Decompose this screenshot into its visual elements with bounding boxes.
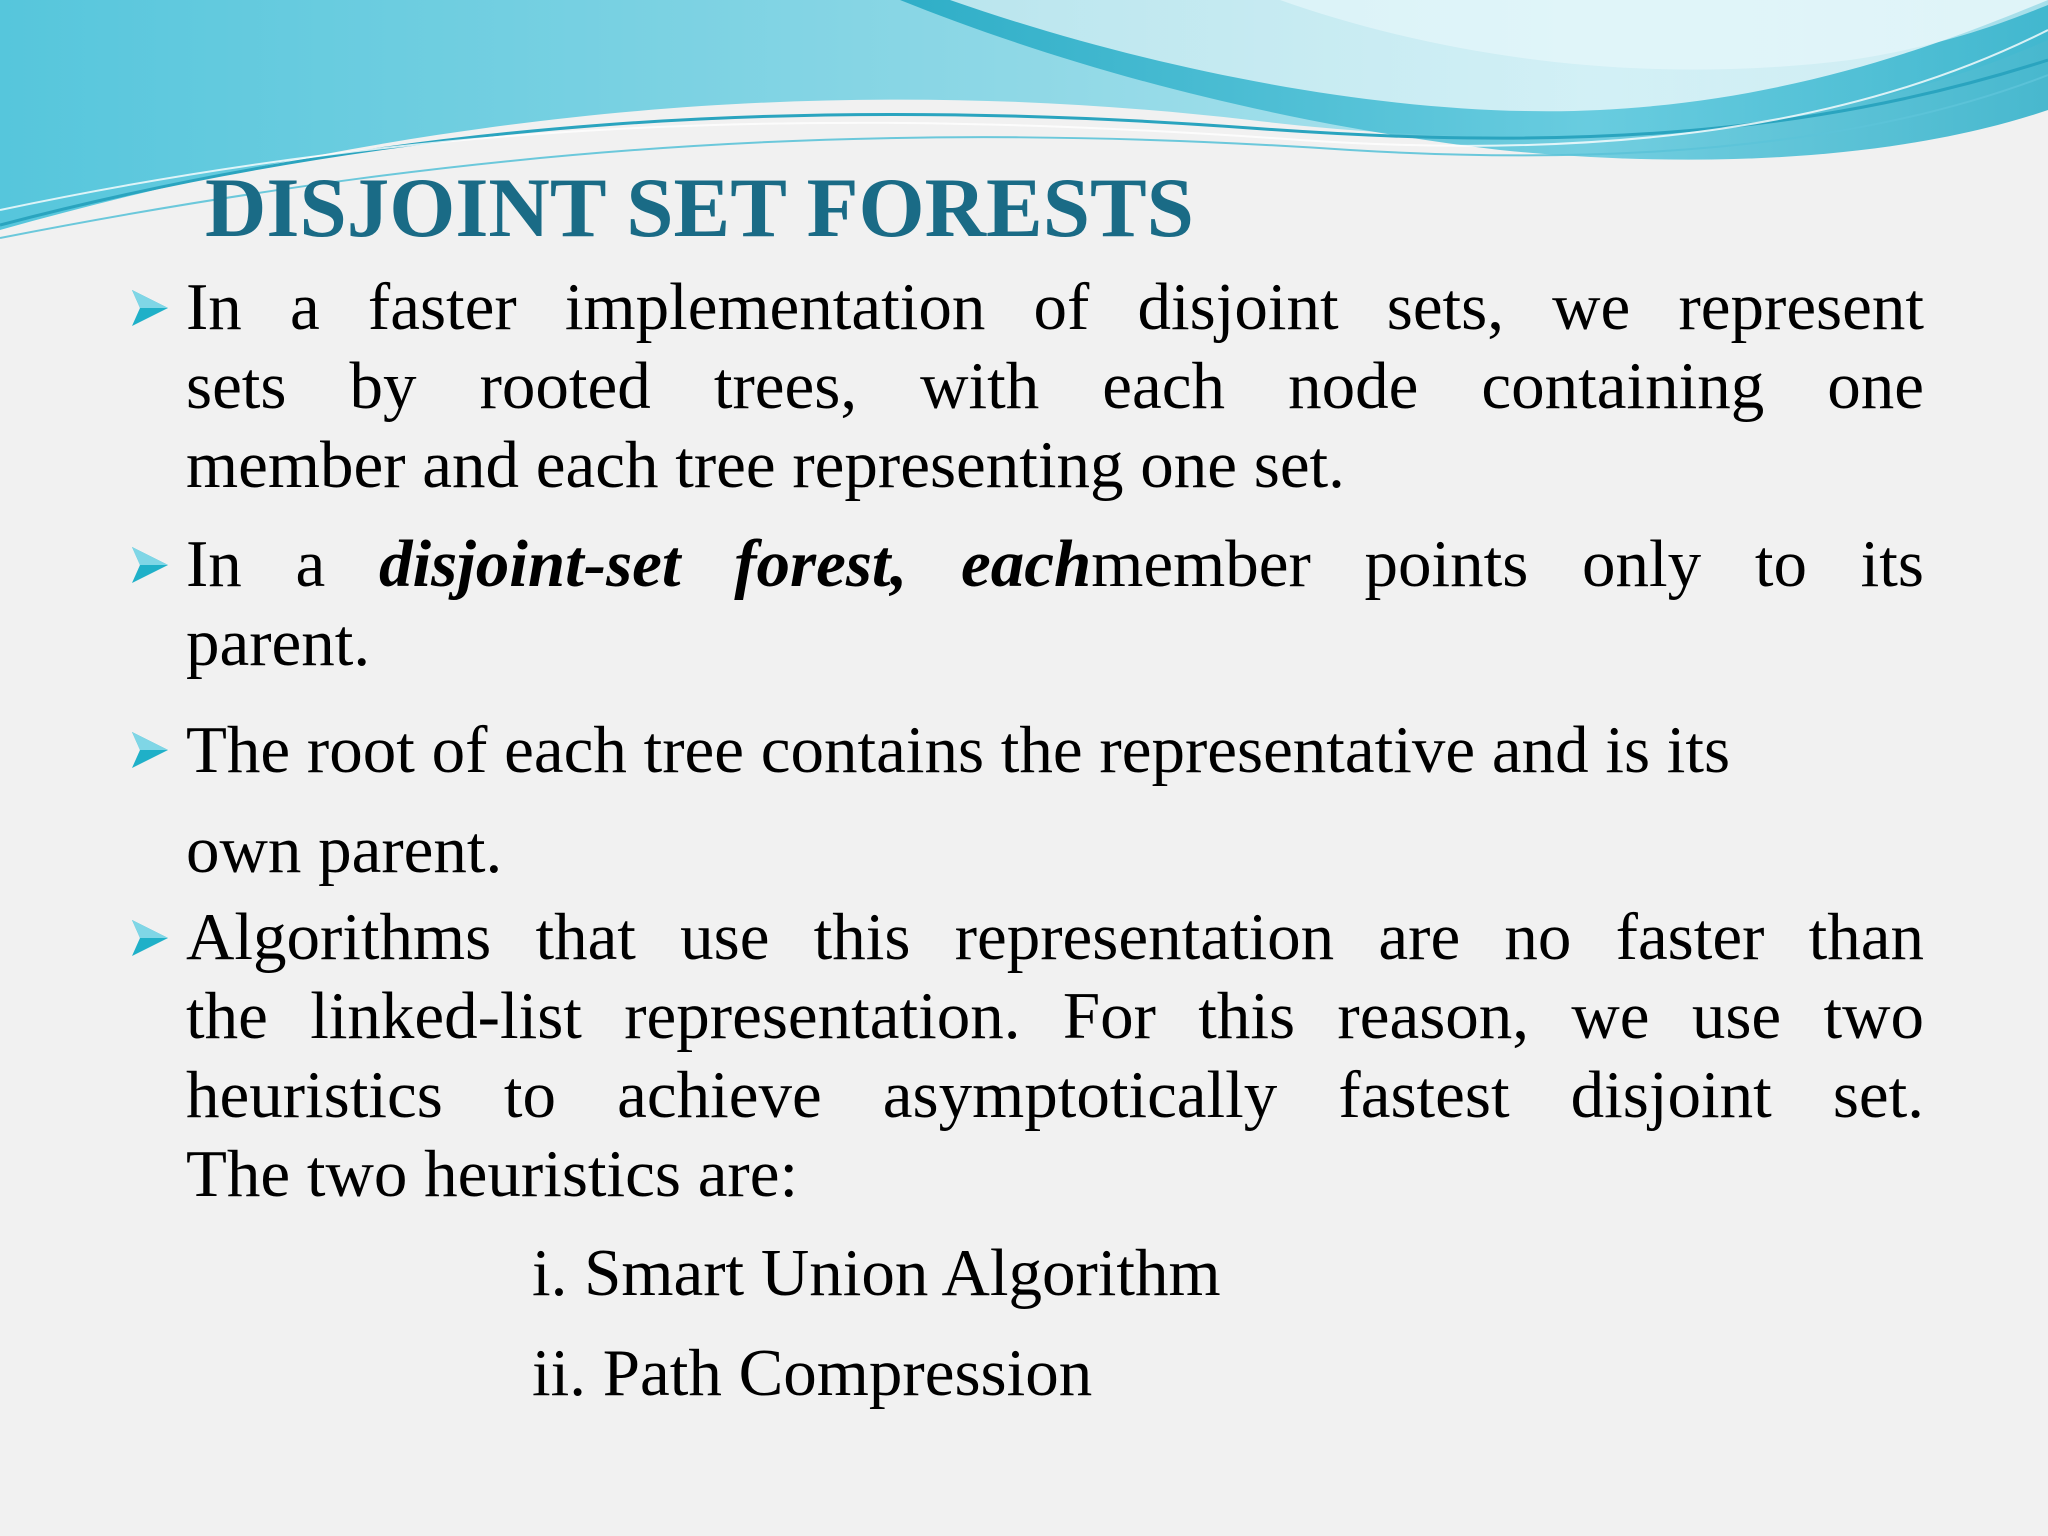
slide-title: DISJOINT SET FORESTS (205, 161, 1194, 255)
bullet-item-1 (186, 268, 1924, 505)
bullet-4-line-3: heuristics to achieve asymptotically fastest disjoint set. (186, 1058, 1924, 1132)
bullet-4-line-2: the linked-list representation. For this reason, we use two (186, 979, 1924, 1053)
bullet-3-line-1: The root of each tree contains the representative and is its (186, 713, 1731, 787)
sub-item-path-compression: ii. Path Compression (532, 1336, 1093, 1410)
chevron-arrow-right-icon (128, 286, 172, 330)
bullet-2-rest: member points only to its (1091, 527, 1924, 601)
bullet-item-3 (186, 700, 1924, 900)
chevron-arrow-right-icon (128, 728, 172, 772)
bullet-item-4 (186, 898, 1924, 1214)
bullet-2-continuation: parent. (186, 606, 371, 680)
bullet-2-prefix: In a (186, 527, 379, 601)
bullet-4-line-4: The two heuristics are: (186, 1137, 799, 1211)
bullet-3-line-2: own parent. (186, 813, 503, 887)
bullet-item-2 (186, 525, 1924, 683)
bullet-2-emphasis: disjoint-set forest, each (378, 527, 1092, 601)
bullet-1-line-3: member and each tree representing one set. (186, 428, 1345, 502)
bullet-4-line-1: Algorithms that use this representation are no faster than (186, 900, 1924, 974)
chevron-arrow-right-icon (128, 543, 172, 587)
bullet-1-line-1: In a faster implementation of disjoint sets, we represent (186, 270, 1924, 344)
chevron-arrow-right-icon (128, 916, 172, 960)
bullet-1-line-2: sets by rooted trees, with each node containing one (186, 349, 1924, 423)
sub-item-smart-union: i. Smart Union Algorithm (532, 1236, 1221, 1310)
